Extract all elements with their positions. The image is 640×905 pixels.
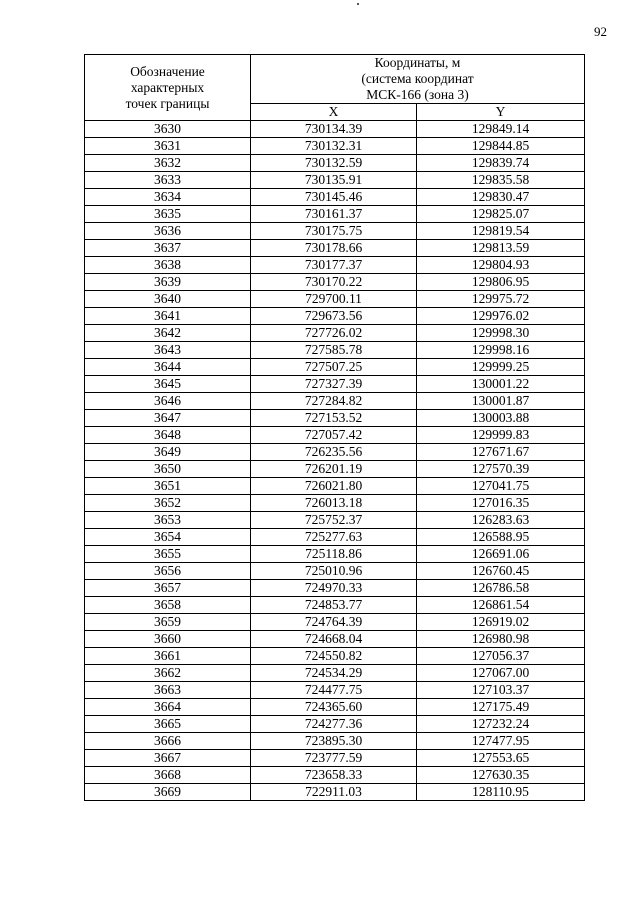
- point-id-cell: 3656: [85, 563, 251, 580]
- x-coordinate-cell: 724764.39: [251, 614, 417, 631]
- y-coordinate-cell: 129998.16: [417, 342, 585, 359]
- header-coordinates-line-3: МСК-166 (зона 3): [366, 87, 469, 102]
- x-coordinate-cell: 725277.63: [251, 529, 417, 546]
- point-id-cell: 3661: [85, 648, 251, 665]
- y-coordinate-cell: 126786.58: [417, 580, 585, 597]
- header-designation-line-3: точек границы: [125, 95, 210, 111]
- point-id-cell: 3640: [85, 291, 251, 308]
- y-coordinate-cell: 126760.45: [417, 563, 585, 580]
- x-coordinate-cell: 722911.03: [251, 784, 417, 801]
- point-id-cell: 3666: [85, 733, 251, 750]
- x-coordinate-cell: 726235.56: [251, 444, 417, 461]
- x-coordinate-cell: 726013.18: [251, 495, 417, 512]
- y-coordinate-cell: 127175.49: [417, 699, 585, 716]
- point-id-cell: 3647: [85, 410, 251, 427]
- table-row: [85, 767, 585, 784]
- y-coordinate-cell: 127232.24: [417, 716, 585, 733]
- y-coordinate-cell: 129804.93: [417, 257, 585, 274]
- table-row: [85, 665, 585, 682]
- table-row: [85, 121, 585, 138]
- x-coordinate-cell: 723658.33: [251, 767, 417, 784]
- y-coordinate-cell: 129825.07: [417, 206, 585, 223]
- y-coordinate-cell: 127041.75: [417, 478, 585, 495]
- table-row: [85, 529, 585, 546]
- table-row: [85, 750, 585, 767]
- point-id-cell: 3662: [85, 665, 251, 682]
- y-coordinate-cell: 129839.74: [417, 155, 585, 172]
- table-row: [85, 597, 585, 614]
- point-id-cell: 3657: [85, 580, 251, 597]
- point-id-cell: 3648: [85, 427, 251, 444]
- point-id-cell: 3655: [85, 546, 251, 563]
- y-coordinate-cell: 129999.83: [417, 427, 585, 444]
- y-coordinate-cell: 129819.54: [417, 223, 585, 240]
- x-coordinate-cell: 729673.56: [251, 308, 417, 325]
- x-coordinate-cell: 723777.59: [251, 750, 417, 767]
- table-row: [85, 614, 585, 631]
- point-id-cell: 3634: [85, 189, 251, 206]
- x-coordinate-cell: 727507.25: [251, 359, 417, 376]
- x-coordinate-cell: 727726.02: [251, 325, 417, 342]
- table-row: [85, 189, 585, 206]
- table-row: [85, 240, 585, 257]
- y-coordinate-cell: 129844.85: [417, 138, 585, 155]
- x-coordinate-cell: 726201.19: [251, 461, 417, 478]
- point-id-cell: 3636: [85, 223, 251, 240]
- x-coordinate-cell: 727327.39: [251, 376, 417, 393]
- x-coordinate-cell: 730178.66: [251, 240, 417, 257]
- y-coordinate-cell: 126980.98: [417, 631, 585, 648]
- point-id-cell: 3645: [85, 376, 251, 393]
- scan-dot: [357, 3, 359, 5]
- table-row: [85, 699, 585, 716]
- x-coordinate-cell: 730161.37: [251, 206, 417, 223]
- table-row: [85, 512, 585, 529]
- point-id-cell: 3630: [85, 121, 251, 138]
- point-id-cell: 3650: [85, 461, 251, 478]
- point-id-cell: 3659: [85, 614, 251, 631]
- point-id-cell: 3652: [85, 495, 251, 512]
- table-row: [85, 155, 585, 172]
- table-row: [85, 342, 585, 359]
- point-id-cell: 3663: [85, 682, 251, 699]
- x-coordinate-cell: 725010.96: [251, 563, 417, 580]
- header-point-designation: [85, 55, 251, 121]
- y-coordinate-cell: 129998.30: [417, 325, 585, 342]
- point-id-cell: 3658: [85, 597, 251, 614]
- point-id-cell: 3665: [85, 716, 251, 733]
- table-row: [85, 546, 585, 563]
- y-coordinate-cell: 129976.02: [417, 308, 585, 325]
- y-coordinate-cell: 127570.39: [417, 461, 585, 478]
- x-coordinate-cell: 730145.46: [251, 189, 417, 206]
- x-coordinate-cell: 730132.31: [251, 138, 417, 155]
- table-row: [85, 223, 585, 240]
- table-row: [85, 580, 585, 597]
- table-row: [85, 376, 585, 393]
- point-id-cell: 3643: [85, 342, 251, 359]
- table-row: [85, 138, 585, 155]
- table-row: [85, 206, 585, 223]
- point-id-cell: 3644: [85, 359, 251, 376]
- x-coordinate-cell: 730134.39: [251, 121, 417, 138]
- point-id-cell: 3637: [85, 240, 251, 257]
- x-coordinate-cell: 729700.11: [251, 291, 417, 308]
- table-row: [85, 308, 585, 325]
- x-coordinate-cell: 730175.75: [251, 223, 417, 240]
- y-coordinate-cell: 127671.67: [417, 444, 585, 461]
- y-coordinate-cell: 129806.95: [417, 274, 585, 291]
- header-coordinates: [251, 55, 585, 104]
- table-row: [85, 444, 585, 461]
- table-row: [85, 410, 585, 427]
- y-coordinate-cell: 127477.95: [417, 733, 585, 750]
- y-coordinate-cell: 129830.47: [417, 189, 585, 206]
- x-coordinate-cell: 730132.59: [251, 155, 417, 172]
- y-coordinate-cell: 129999.25: [417, 359, 585, 376]
- x-coordinate-cell: 724550.82: [251, 648, 417, 665]
- point-id-cell: 3668: [85, 767, 251, 784]
- y-coordinate-cell: 126283.63: [417, 512, 585, 529]
- point-id-cell: 3664: [85, 699, 251, 716]
- header-coordinates-line-2: (система координат: [361, 71, 474, 86]
- table-body: [85, 121, 585, 801]
- table-row: [85, 274, 585, 291]
- x-coordinate-cell: 724365.60: [251, 699, 417, 716]
- table-row: [85, 359, 585, 376]
- x-coordinate-cell: 725752.37: [251, 512, 417, 529]
- table-row: [85, 257, 585, 274]
- header-designation-line-2: характерных: [130, 79, 205, 95]
- y-coordinate-cell: 130001.22: [417, 376, 585, 393]
- y-coordinate-cell: 130003.88: [417, 410, 585, 427]
- table-row: [85, 325, 585, 342]
- point-id-cell: 3632: [85, 155, 251, 172]
- table-row: [85, 427, 585, 444]
- point-id-cell: 3631: [85, 138, 251, 155]
- x-coordinate-cell: 723895.30: [251, 733, 417, 750]
- y-coordinate-cell: 126588.95: [417, 529, 585, 546]
- x-coordinate-cell: 724970.33: [251, 580, 417, 597]
- x-coordinate-cell: 727284.82: [251, 393, 417, 410]
- y-coordinate-cell: 127016.35: [417, 495, 585, 512]
- y-coordinate-cell: 127103.37: [417, 682, 585, 699]
- point-id-cell: 3633: [85, 172, 251, 189]
- x-coordinate-cell: 727585.78: [251, 342, 417, 359]
- table-row: [85, 784, 585, 801]
- x-coordinate-cell: 727057.42: [251, 427, 417, 444]
- point-id-cell: 3641: [85, 308, 251, 325]
- coordinates-table: [84, 54, 585, 801]
- x-coordinate-cell: 727153.52: [251, 410, 417, 427]
- table-row: [85, 563, 585, 580]
- point-id-cell: 3646: [85, 393, 251, 410]
- x-coordinate-cell: 724277.36: [251, 716, 417, 733]
- point-id-cell: 3639: [85, 274, 251, 291]
- point-id-cell: 3651: [85, 478, 251, 495]
- table-row: [85, 682, 585, 699]
- point-id-cell: 3654: [85, 529, 251, 546]
- x-coordinate-cell: 724534.29: [251, 665, 417, 682]
- y-coordinate-cell: 126861.54: [417, 597, 585, 614]
- table-row: [85, 716, 585, 733]
- point-id-cell: 3635: [85, 206, 251, 223]
- table-row: [85, 172, 585, 189]
- table-row: [85, 291, 585, 308]
- table-row: [85, 461, 585, 478]
- point-id-cell: 3667: [85, 750, 251, 767]
- table-row: [85, 495, 585, 512]
- x-coordinate-cell: 724668.04: [251, 631, 417, 648]
- table-row: [85, 733, 585, 750]
- y-coordinate-cell: 129975.72: [417, 291, 585, 308]
- table-row: [85, 648, 585, 665]
- y-coordinate-cell: 126691.06: [417, 546, 585, 563]
- y-coordinate-cell: 127067.00: [417, 665, 585, 682]
- table-row: [85, 478, 585, 495]
- x-coordinate-cell: 730177.37: [251, 257, 417, 274]
- table-row: [85, 393, 585, 410]
- point-id-cell: 3660: [85, 631, 251, 648]
- y-coordinate-cell: 129813.59: [417, 240, 585, 257]
- point-id-cell: 3638: [85, 257, 251, 274]
- y-coordinate-cell: 127056.37: [417, 648, 585, 665]
- point-id-cell: 3669: [85, 784, 251, 801]
- table-row: [85, 631, 585, 648]
- y-coordinate-cell: 127630.35: [417, 767, 585, 784]
- x-coordinate-cell: 726021.80: [251, 478, 417, 495]
- y-coordinate-cell: 127553.65: [417, 750, 585, 767]
- x-coordinate-cell: 724477.75: [251, 682, 417, 699]
- header-y: Y: [417, 104, 585, 121]
- y-coordinate-cell: 129849.14: [417, 121, 585, 138]
- x-coordinate-cell: 730170.22: [251, 274, 417, 291]
- x-coordinate-cell: 725118.86: [251, 546, 417, 563]
- header-designation-line-1: Обозначение: [130, 63, 205, 79]
- point-id-cell: 3642: [85, 325, 251, 342]
- x-coordinate-cell: 730135.91: [251, 172, 417, 189]
- header-x: X: [251, 104, 417, 121]
- y-coordinate-cell: 126919.02: [417, 614, 585, 631]
- y-coordinate-cell: 129835.58: [417, 172, 585, 189]
- point-id-cell: 3653: [85, 512, 251, 529]
- header-coordinates-line-1: Координаты, м: [374, 55, 461, 70]
- y-coordinate-cell: 130001.87: [417, 393, 585, 410]
- y-coordinate-cell: 128110.95: [417, 784, 585, 801]
- page-number: 92: [594, 24, 607, 39]
- point-id-cell: 3649: [85, 444, 251, 461]
- x-coordinate-cell: 724853.77: [251, 597, 417, 614]
